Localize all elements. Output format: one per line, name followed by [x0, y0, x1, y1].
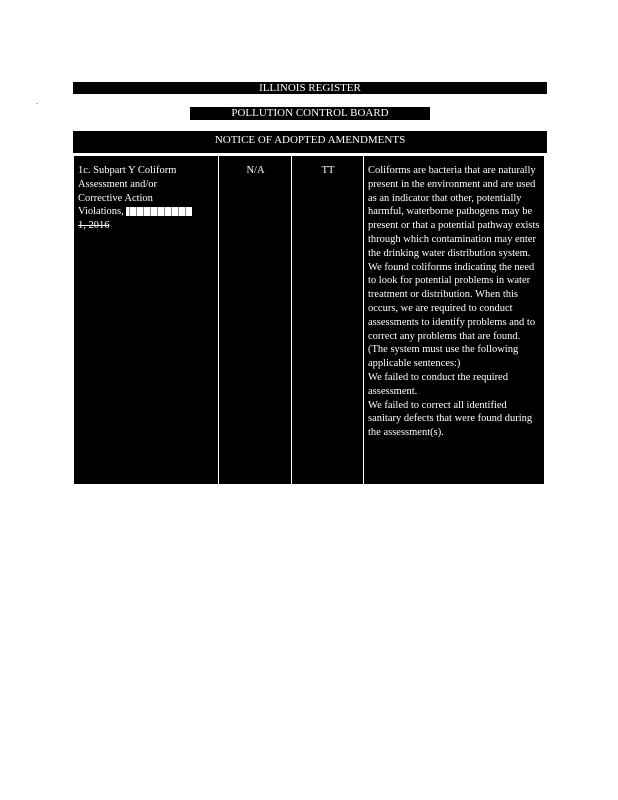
register-title: ILLINOIS REGISTER	[73, 82, 547, 94]
health-effects-paragraph-3: We failed to conduct the required assessment.	[368, 371, 508, 397]
health-effects-paragraph-4: We failed to correct all identified sanitary defects that were found during the assessment(s).	[368, 399, 533, 439]
notice-title: NOTICE OF ADOPTED AMENDMENTS	[73, 131, 547, 153]
mcl-cell	[219, 156, 292, 484]
contaminant-violations-label: Violations,	[78, 206, 124, 218]
redacted-struck-text	[126, 207, 192, 216]
contaminant-struck-date: 1, 2016	[78, 220, 110, 232]
contaminant-line-3: Corrective Action	[78, 192, 153, 204]
board-title: POLLUTION CONTROL BOARD	[190, 107, 430, 120]
health-effects-paragraph-2: (The system must use the following applicable sentences:)	[368, 344, 519, 370]
scan-speck	[36, 103, 38, 104]
contaminant-line-2: Assessment and/or	[78, 178, 158, 190]
health-effects-cell	[364, 156, 544, 484]
mclg-cell	[292, 156, 364, 484]
contaminant-table	[73, 155, 545, 485]
health-effects-paragraph-1: Coliforms are bacteria that are naturally present in the environment and are used as an indicator that other, potentially harmful, waterborne pathogens may be present or that a potential pathway exists through which contamination may enter the drinking water distribution system. We found coliforms indicating the need to look for potential problems in water treatment or distribution. When this occurs, we are required to conduct assessments to identify problems and to correct any problems that are found.	[368, 165, 540, 342]
mcl-value: N/A	[246, 165, 265, 176]
contaminant-line-1: 1c. Subpart Y Coliform	[78, 165, 177, 176]
contaminant-cell	[74, 156, 219, 484]
mclg-value: TT	[321, 165, 335, 176]
contaminant-line-4	[78, 205, 215, 219]
